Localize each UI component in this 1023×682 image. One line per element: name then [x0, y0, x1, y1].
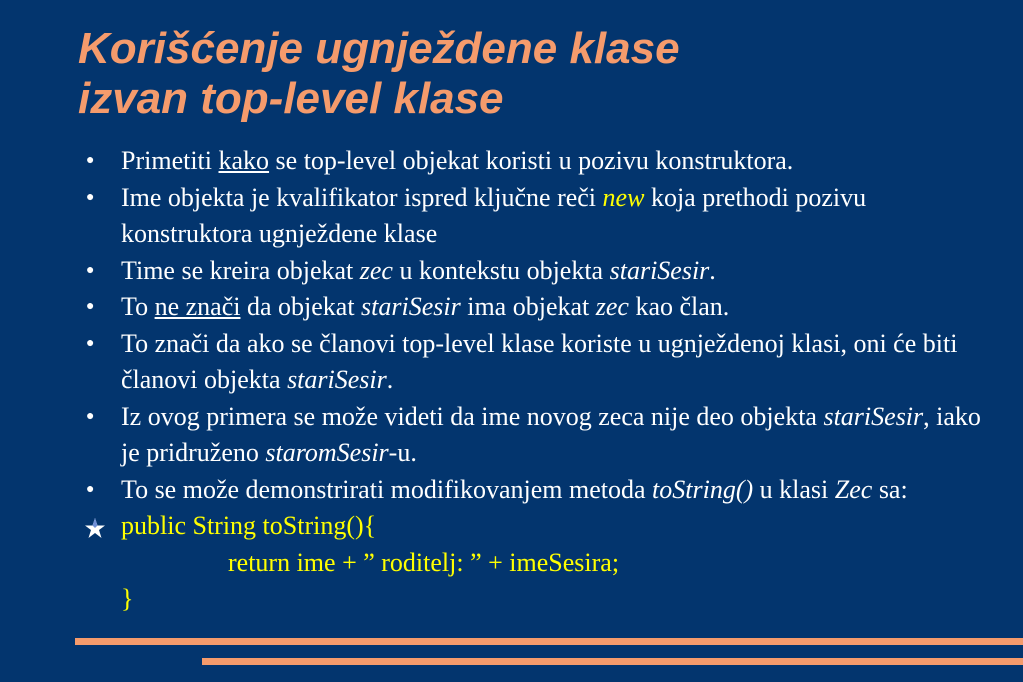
keyword-text: new: [602, 182, 645, 212]
bullet-item-4: [84, 289, 1004, 326]
italic-text: stariSesir: [361, 292, 461, 321]
text: .: [386, 365, 394, 394]
bullet-dot-icon: ●: [86, 481, 95, 497]
title-line-1: Korišćenje ugnježdene klase: [78, 24, 680, 73]
italic-text: stariSesir: [287, 365, 387, 394]
text: Time se kreira objekat: [121, 255, 360, 285]
italic-text: toString(): [652, 474, 754, 504]
text: .: [709, 255, 716, 285]
bullet-item-7: [84, 472, 1004, 509]
text: To znači da ako se članovi top-level klase koriste u ugnježdenoj klasi, oni će biti članovi objekta: [121, 328, 958, 394]
underlined-text: kako: [218, 146, 270, 175]
decorative-rule-bottom: [202, 658, 1023, 665]
code-line-1: public String toString(){: [121, 511, 377, 540]
bullet-item-1: [84, 143, 1004, 180]
bullet-dot-icon: ●: [86, 299, 95, 314]
code-line-2: return ime + ” roditelj: ” + imeSesira;: [228, 547, 620, 577]
bullet-item-6: [84, 399, 1004, 472]
bullet-item-5: [84, 326, 1004, 399]
bullet-dot-icon: ●: [86, 408, 95, 424]
text: -u.: [388, 438, 417, 467]
bullet-dot-icon: ●: [86, 335, 95, 351]
text: kao član.: [628, 292, 730, 321]
text: Ime objekta je kvalifikator ispred ključne reči: [121, 182, 603, 212]
code-block: [84, 508, 1004, 618]
text: , iako je pridruženo: [121, 401, 981, 467]
text: u kontekstu objekta: [392, 255, 610, 285]
italic-text: Zec: [834, 474, 873, 504]
bullet-list: [84, 143, 1004, 618]
bullet-item-3: [84, 253, 1004, 290]
underlined-text: ne znači: [154, 292, 241, 321]
star-icon: [84, 517, 106, 539]
bullet-dot-icon: ●: [86, 189, 95, 205]
code-line-3: }: [121, 584, 134, 613]
bullet-dot-icon: ●: [86, 262, 95, 278]
title-line-2: izvan top-level klase: [78, 74, 504, 123]
italic-text: stariSesir: [823, 401, 924, 431]
text: Iz ovog primera se može videti da ime novog zeca nije deo objekta: [121, 401, 824, 431]
text: ima objekat: [460, 292, 596, 321]
decorative-rule-top: [75, 638, 1023, 645]
slide-title: [78, 24, 1008, 124]
text: To: [121, 292, 155, 321]
italic-text: zec: [595, 292, 629, 321]
text: To se može demonstrirati modifikovanjem metoda: [121, 474, 653, 504]
text: Primetiti: [121, 146, 219, 175]
bullet-dot-icon: ●: [86, 153, 95, 168]
text: sa:: [872, 474, 908, 504]
italic-text: zec: [359, 255, 393, 285]
text: u klasi: [753, 474, 835, 504]
italic-text: staromSesir: [265, 438, 389, 467]
text: koja prethodi pozivu konstruktora ugnježdene klase: [121, 182, 867, 248]
bullet-item-2: [84, 180, 1004, 253]
italic-text: stariSesir: [609, 255, 710, 285]
text: da objekat: [240, 292, 362, 321]
text: se top-level objekat koristi u pozivu konstruktora.: [269, 146, 794, 175]
